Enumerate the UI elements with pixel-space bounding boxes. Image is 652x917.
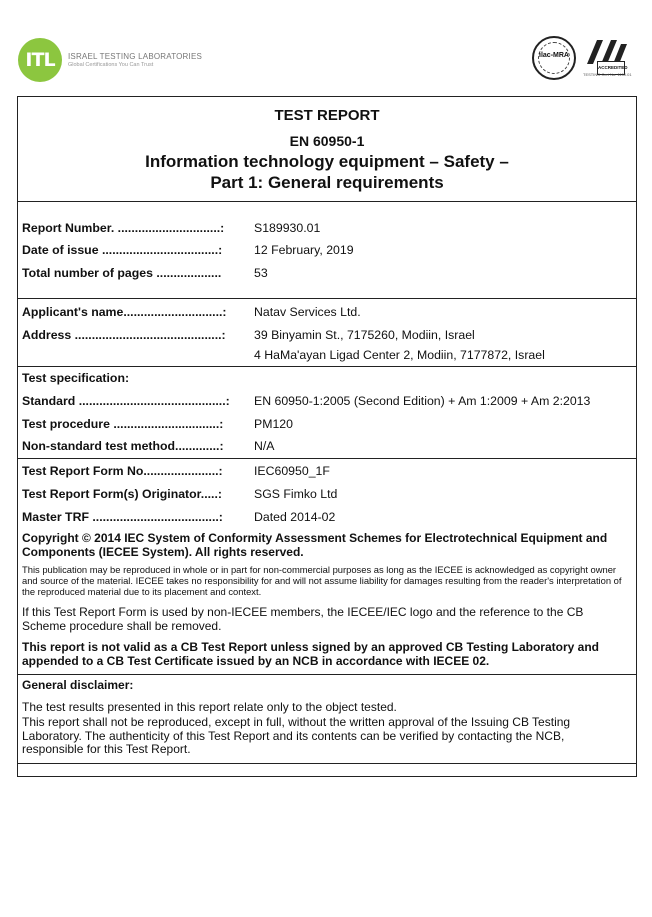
test-report-document — [17, 96, 637, 777]
test-procedure-value: PM120 — [254, 417, 293, 431]
divider — [18, 458, 636, 459]
date-of-issue-label: Date of issue ..................................: — [22, 243, 223, 257]
company-name: ISRAEL TESTING LABORATORIES — [68, 52, 203, 61]
disclaimer-text-2: This report shall not be reproduced, except in full, without the written approval of the Issuing CB Testing Laboratory. The authenticity of this Test Report and its contents can be verified by contacting the NCB, responsible for this Test Report. — [22, 715, 571, 756]
title-block — [18, 97, 636, 202]
report-number-value: S189930.01 — [254, 221, 321, 235]
address-value-line2: 4 HaMa'ayan Ligad Center 2, Modiin, 7177872, Israel — [254, 348, 545, 362]
test-procedure-label: Test procedure ...............................: — [22, 417, 224, 431]
master-trf-label: Master TRF .....................................: — [22, 510, 223, 524]
standard-subtitle: Part 1: General requirements — [210, 173, 444, 192]
standard-value: EN 60950-1:2005 (Second Edition) + Am 1:2009 + Am 2:2013 — [254, 394, 591, 408]
ilac-seal-text: ilac-MRA — [539, 52, 569, 59]
page-header — [0, 0, 652, 95]
test-spec-label: Test specification: — [22, 371, 130, 385]
total-pages-label: Total number of pages ................... — [22, 266, 222, 280]
disclaimer-text-1: The test results presented in this report relate only to the object tested. — [22, 700, 397, 714]
trf-originator-label: Test Report Form(s) Originator.....: — [22, 487, 222, 501]
master-trf-value: Dated 2014-02 — [254, 510, 336, 524]
applicant-value: Natav Services Ltd. — [254, 305, 361, 319]
divider — [18, 366, 636, 367]
disclaimer-heading: General disclaimer: — [22, 678, 134, 692]
applicant-label: Applicant's name.............................: — [22, 305, 227, 319]
company-tagline: Global Certifications You Can Trust — [68, 62, 154, 68]
non-standard-value: N/A — [254, 439, 275, 453]
trf-originator-value: SGS Fimko Ltd — [254, 487, 338, 501]
trf-number-value: IEC60950_1F — [254, 464, 330, 478]
accreditation-cert-number: TESTING Cert No. 1150.01 — [583, 72, 632, 77]
date-of-issue-value: 12 February, 2019 — [254, 243, 354, 257]
copyright-heading: Copyright © 2014 IEC System of Conformity Assessment Schemes for Electrotechnical Equipment and Components (IECEE System). All rights reserved. — [22, 531, 608, 559]
non-members-notice: If this Test Report Form is used by non-IECEE members, the IECEE/IEC logo and the reference to the CB Scheme procedure shall be removed. — [22, 605, 584, 633]
divider — [18, 763, 636, 764]
address-label: Address ...........................................: — [22, 328, 226, 342]
report-number-label: Report Number. ..............................: — [22, 221, 225, 235]
ilac-mra-seal — [532, 36, 576, 80]
copyright-notice: This publication may be reproduced in whole or in part for non-commercial purposes as long as the IECEE is acknowledged as copyright owner and source of the material. IECEE takes no responsibility for and will not assume liability for damages resulting from the reader's interpretation of the reproduced material due to its placement and context. — [22, 564, 622, 597]
total-pages-value: 53 — [254, 266, 268, 280]
standard-label: Standard ...........................................: — [22, 394, 230, 408]
divider — [18, 298, 636, 299]
report-title: TEST REPORT — [274, 107, 380, 124]
accredited-badge: ACCREDITED — [597, 61, 625, 75]
divider — [18, 674, 636, 675]
itl-logo: ITL — [18, 38, 62, 82]
validity-notice: This report is not valid as a CB Test Report unless signed by an approved CB Testing Laboratory and appended to a CB Test Certificate issued by an NCB in accordance with IECEE 02. — [22, 640, 599, 668]
trf-number-label: Test Report Form No......................: — [22, 464, 223, 478]
address-value-line1: 39 Binyamin St., 7175260, Modiin, Israel — [254, 328, 475, 342]
standard-code: EN 60950-1 — [289, 133, 365, 149]
non-standard-label: Non-standard test method.............: — [22, 439, 224, 453]
standard-title: Information technology equipment – Safety – — [145, 152, 509, 171]
